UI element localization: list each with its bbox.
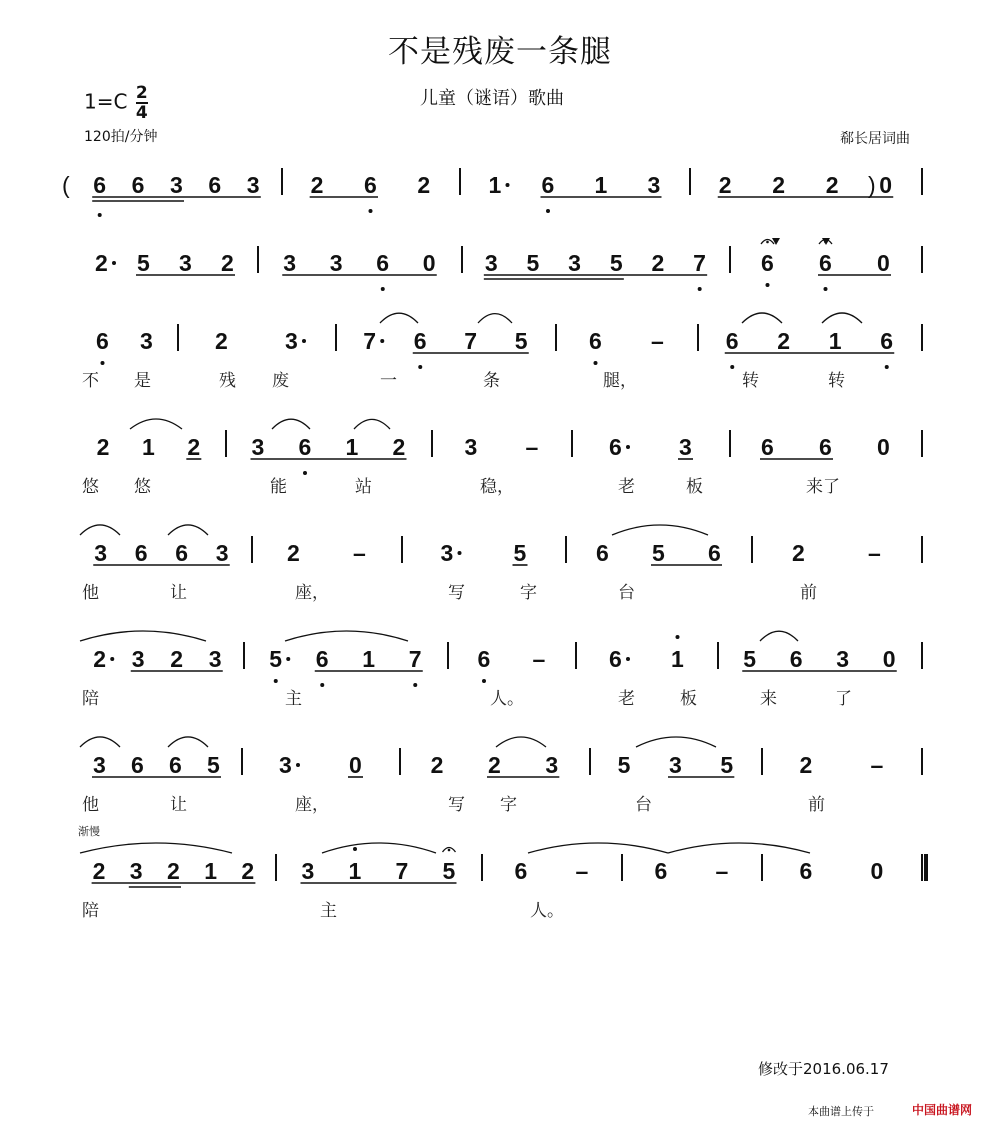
lyric-syllable: 他 — [82, 795, 99, 815]
note: 1 — [362, 646, 376, 672]
note: 0 — [882, 646, 896, 672]
note: 2 — [651, 250, 665, 276]
note: 7 — [464, 328, 478, 354]
note: 0 — [349, 752, 362, 778]
note: 5 — [269, 646, 283, 672]
lyric-syllable: 板 — [686, 477, 703, 497]
lyric-syllable: 前 — [808, 795, 825, 815]
note: 1 — [828, 328, 842, 354]
note: 3 — [329, 250, 343, 276]
note: 1 — [204, 858, 217, 884]
augmentation-dot — [506, 183, 510, 187]
score-subtitle: 儿童（谜语）歌曲 — [420, 88, 564, 109]
note: 2 — [417, 172, 431, 198]
note: 2 — [777, 328, 791, 354]
note: 6 — [96, 328, 109, 354]
note: 6 — [725, 328, 739, 354]
composer-credit: 郗长居词曲 — [840, 131, 910, 147]
slur — [354, 419, 390, 429]
note: 6 — [175, 540, 189, 566]
note: 6 — [819, 434, 832, 460]
slur — [822, 313, 862, 323]
lyric-syllable: 让 — [170, 583, 187, 603]
low-octave-dot — [885, 365, 889, 369]
slur — [272, 419, 310, 429]
note: 3 — [464, 434, 478, 460]
note: 3 — [440, 540, 454, 566]
note: 6 — [134, 540, 148, 566]
note: 3 — [484, 250, 498, 276]
low-octave-dot — [320, 683, 324, 687]
note: 0 — [870, 858, 884, 884]
high-octave-dot — [676, 635, 680, 639]
lyric-syllable: 座， — [295, 583, 329, 603]
note: 6 — [169, 752, 182, 778]
repeat-paren-close: ) — [868, 172, 876, 198]
note: 0 — [422, 250, 436, 276]
tempo-marking: 120拍/分钟 — [84, 129, 158, 145]
lyric-syllable: 腿， — [603, 371, 637, 391]
lyric-syllable: 写 — [448, 795, 465, 815]
slur — [496, 737, 546, 747]
lyric-syllable: 台 — [618, 583, 635, 603]
note: 1 — [594, 172, 608, 198]
lyric-syllable: 是 — [134, 371, 151, 391]
lyric-syllable: 转 — [742, 371, 759, 391]
note: 2 — [167, 858, 180, 884]
note: – — [651, 328, 664, 354]
note: 7 — [408, 646, 422, 672]
note: 6 — [880, 328, 894, 354]
note: 3 — [251, 434, 265, 460]
note: 6 — [413, 328, 427, 354]
low-octave-dot — [101, 361, 105, 365]
note: 2 — [718, 172, 732, 198]
revision-date: 修改于2016.06.17 — [758, 1060, 889, 1078]
lyric-syllable: 站 — [355, 477, 372, 497]
note: 6 — [596, 540, 609, 566]
note: 3 — [131, 646, 145, 672]
staff-line — [82, 430, 922, 497]
note: 6 — [541, 172, 555, 198]
score-title: 不是残废一条腿 — [388, 34, 612, 70]
upload-note: 本曲谱上传于 — [808, 1105, 874, 1118]
lyric-syllable: 老 — [618, 689, 635, 709]
low-octave-dot — [303, 471, 307, 475]
repeat-paren-open: ( — [62, 172, 70, 198]
time-numerator: 2 — [135, 83, 148, 103]
note: 5 — [609, 250, 623, 276]
note: 3 — [246, 172, 260, 198]
note: 3 — [836, 646, 850, 672]
augmentation-dot — [458, 551, 462, 555]
note: 1 — [671, 646, 684, 672]
note: 6 — [376, 250, 390, 276]
low-octave-dot — [381, 287, 385, 291]
note: 2 — [221, 250, 234, 276]
lyric-syllable: 稳， — [480, 477, 514, 497]
note: 3 — [679, 434, 692, 460]
note: 3 — [301, 858, 315, 884]
note: 2 — [792, 540, 805, 566]
staff-line — [82, 324, 922, 391]
low-octave-dot — [482, 679, 486, 683]
lyric-syllable: 一 — [380, 371, 397, 391]
note: 5 — [526, 250, 540, 276]
note: 2 — [187, 434, 201, 460]
lyric-syllable: 废 — [272, 371, 289, 391]
staff-line — [82, 847, 926, 921]
note: 0 — [877, 434, 890, 460]
note: 3 — [283, 250, 297, 276]
augmentation-dot — [626, 657, 630, 661]
note: 2 — [430, 752, 444, 778]
note: 2 — [799, 752, 813, 778]
note: 3 — [179, 250, 192, 276]
note: – — [532, 646, 546, 672]
augmentation-dot — [112, 261, 116, 265]
fermata-dot — [766, 241, 769, 244]
lyric-syllable: 人。 — [490, 689, 524, 709]
note: 7 — [693, 250, 706, 276]
low-octave-dot — [98, 213, 102, 217]
slur — [80, 843, 232, 853]
low-octave-dot — [413, 683, 417, 687]
note: 6 — [298, 434, 312, 460]
note: 0 — [879, 172, 893, 198]
low-octave-dot — [274, 679, 278, 683]
note: – — [715, 858, 729, 884]
lyric-syllable: 悠 — [134, 477, 151, 497]
high-octave-dot — [353, 847, 357, 851]
note: 6 — [761, 250, 774, 276]
note: 3 — [545, 752, 559, 778]
note: 3 — [208, 646, 222, 672]
low-octave-dot — [824, 287, 828, 291]
note: 2 — [772, 172, 786, 198]
note: 6 — [654, 858, 668, 884]
staff-line — [95, 240, 922, 292]
note: 5 — [743, 646, 757, 672]
note: 2 — [93, 646, 107, 672]
note: 5 — [514, 328, 528, 354]
note: 3 — [93, 752, 106, 778]
note: 3 — [285, 328, 298, 354]
slur — [80, 631, 206, 641]
note: 5 — [720, 752, 734, 778]
slur — [168, 525, 208, 535]
lyric-syllable: 老 — [618, 477, 635, 497]
note: 0 — [877, 250, 890, 276]
note: – — [525, 434, 539, 460]
note: 1 — [345, 434, 359, 460]
lyric-syllable: 主 — [285, 689, 302, 709]
note: 6 — [789, 646, 803, 672]
lyric-syllable: 转 — [828, 371, 845, 391]
note: 2 — [392, 434, 406, 460]
note: 6 — [761, 434, 774, 460]
note: 3 — [140, 328, 153, 354]
note: 2 — [287, 540, 300, 566]
expression-marking: 渐慢 — [78, 825, 100, 838]
note: 1 — [142, 434, 155, 460]
lyric-syllable: 了 — [835, 689, 852, 709]
note: 5 — [137, 250, 150, 276]
note: 6 — [799, 858, 813, 884]
note: 6 — [131, 752, 144, 778]
note: 6 — [131, 172, 145, 198]
note: – — [868, 540, 881, 566]
time-denominator: 4 — [135, 103, 148, 123]
slur — [668, 843, 810, 853]
lyric-syllable: 板 — [680, 689, 697, 709]
note: 3 — [94, 540, 108, 566]
low-octave-dot — [418, 365, 422, 369]
note: 5 — [652, 540, 665, 566]
fermata-dot — [448, 849, 451, 852]
note: 2 — [92, 858, 106, 884]
lyric-syllable: 让 — [170, 795, 187, 815]
lyric-syllable: 主 — [320, 901, 337, 921]
slur — [742, 313, 782, 323]
note: 1 — [348, 858, 362, 884]
low-octave-dot — [594, 361, 598, 365]
lyric-syllable: 台 — [635, 795, 652, 815]
note: 5 — [513, 540, 527, 566]
staff-line — [82, 748, 922, 815]
slur — [636, 737, 716, 747]
slur — [80, 737, 120, 747]
lyric-syllable: 陪 — [82, 689, 99, 709]
note: 2 — [825, 172, 839, 198]
note: 2 — [95, 250, 108, 276]
low-octave-dot — [698, 287, 702, 291]
note: 3 — [279, 752, 292, 778]
note: 2 — [170, 646, 184, 672]
low-octave-dot — [369, 209, 373, 213]
lyric-syllable: 前 — [800, 583, 817, 603]
note: 6 — [514, 858, 528, 884]
note: – — [870, 752, 884, 778]
note: 6 — [93, 172, 106, 198]
note: 2 — [488, 752, 501, 778]
note: 7 — [363, 328, 377, 354]
slur — [380, 313, 418, 323]
low-octave-dot — [730, 365, 734, 369]
note: 5 — [442, 858, 456, 884]
augmentation-dot — [302, 339, 306, 343]
key-label: 1=C — [84, 89, 128, 114]
note: 6 — [364, 172, 377, 198]
note: 7 — [395, 858, 409, 884]
lyric-syllable: 残 — [219, 371, 236, 391]
augmentation-dot — [626, 445, 630, 449]
note: 3 — [568, 250, 581, 276]
note: 5 — [207, 752, 220, 778]
lyric-syllable: 条 — [483, 371, 500, 391]
low-octave-dot — [766, 283, 770, 287]
augmentation-dot — [296, 763, 300, 767]
staff-line — [62, 168, 922, 217]
slur — [168, 737, 208, 747]
lyric-syllable: 陪 — [82, 901, 99, 921]
staff-line — [82, 536, 922, 603]
note: 3 — [129, 858, 143, 884]
note: 6 — [208, 172, 222, 198]
note: 6 — [477, 646, 491, 672]
note: 2 — [215, 328, 228, 354]
staff-line — [82, 635, 922, 709]
lyric-syllable: 座， — [295, 795, 329, 815]
lyric-syllable: 字 — [500, 795, 517, 815]
note: 1 — [488, 172, 502, 198]
note: 6 — [589, 328, 602, 354]
lyric-syllable: 来 — [760, 689, 777, 709]
note: 6 — [609, 646, 622, 672]
note: 2 — [310, 172, 324, 198]
lyric-syllable: 能 — [270, 477, 287, 497]
note: – — [353, 540, 366, 566]
slur — [285, 631, 408, 641]
lyric-syllable: 写 — [448, 583, 465, 603]
note: 3 — [669, 752, 682, 778]
note: 3 — [170, 172, 183, 198]
lyric-syllable: 人。 — [530, 901, 564, 921]
slur — [322, 843, 436, 853]
slur — [760, 631, 798, 641]
note: 5 — [617, 752, 631, 778]
augmentation-dot — [110, 657, 114, 661]
lyric-syllable: 悠 — [82, 477, 99, 497]
augmentation-dot — [380, 339, 384, 343]
lyric-syllable: 来了 — [806, 477, 840, 497]
note: 6 — [315, 646, 329, 672]
site-logo: 中国曲谱网 — [912, 1103, 973, 1117]
note: – — [575, 858, 589, 884]
note: 2 — [241, 858, 255, 884]
augmentation-dot — [286, 657, 290, 661]
lyric-syllable: 他 — [82, 583, 99, 603]
low-octave-dot — [546, 209, 550, 213]
note: 3 — [647, 172, 661, 198]
slur — [612, 525, 708, 535]
slur — [80, 525, 120, 535]
note: 3 — [215, 540, 229, 566]
lyric-syllable: 不 — [82, 371, 99, 391]
note: 6 — [609, 434, 622, 460]
slur — [130, 419, 182, 429]
slur — [528, 843, 668, 853]
slur — [478, 314, 512, 323]
note: 2 — [96, 434, 110, 460]
note: 6 — [708, 540, 721, 566]
lyric-syllable: 字 — [520, 583, 537, 603]
note: 6 — [819, 250, 832, 276]
accent-mark — [822, 238, 830, 245]
